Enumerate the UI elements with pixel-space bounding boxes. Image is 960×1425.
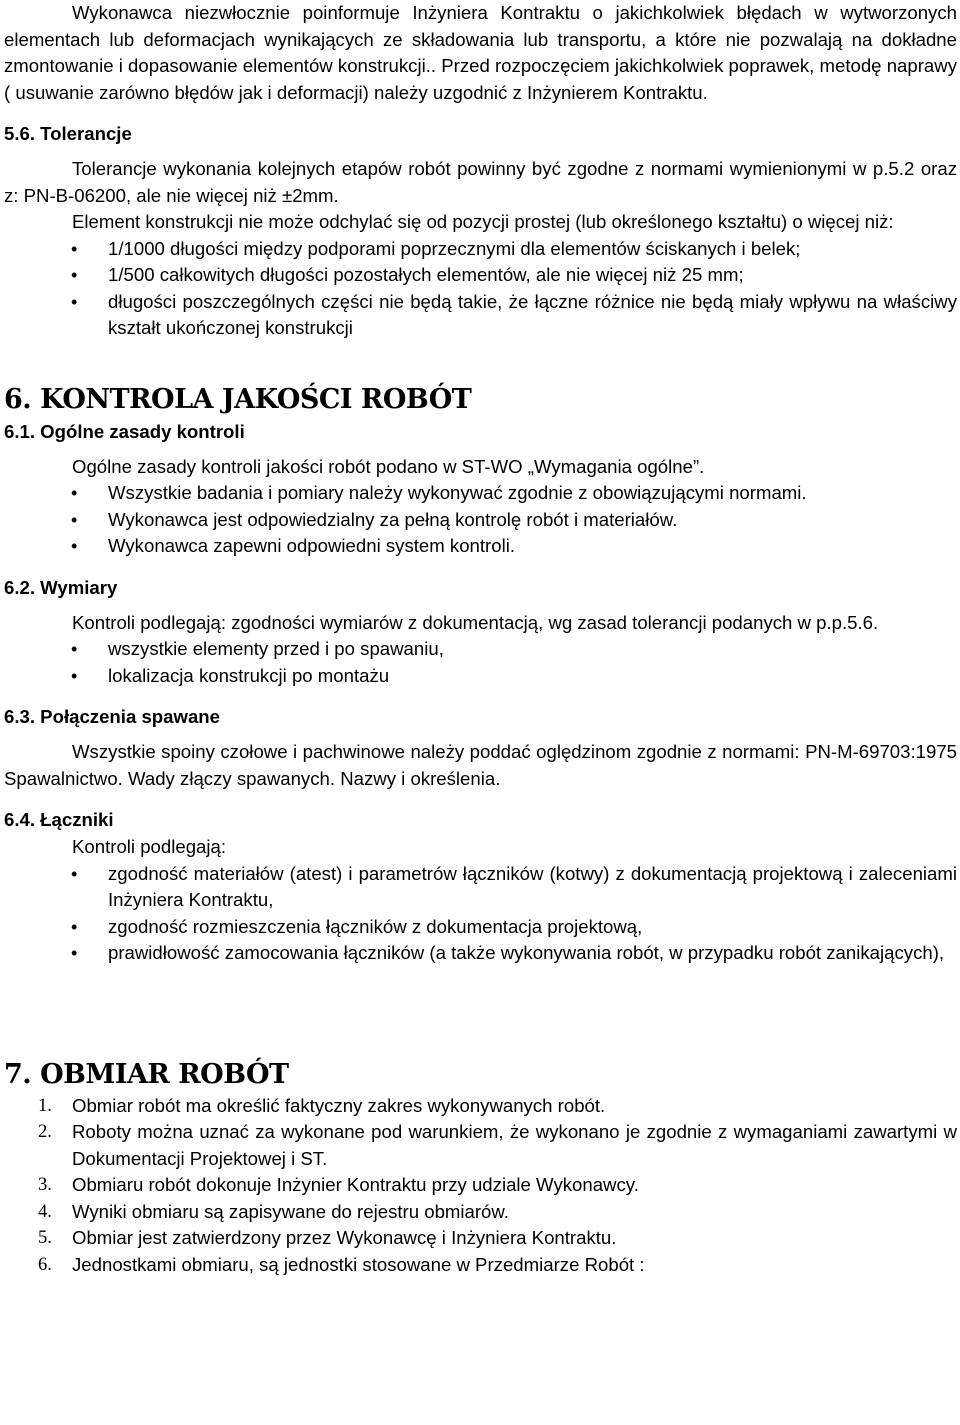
list-item: • Wykonawca jest odpowiedzialny za pełną kontrolę robót i materiałów. [4,507,957,534]
list-item: • Wykonawca zapewni odpowiedni system kontroli. [4,533,957,560]
section-6-1-bullet-list [4,480,957,560]
section-5-6-paragraph-2: Element konstrukcji nie może odchylać się od pozycji prostej (lub określonego kształtu) o więcej niż: [72,211,894,232]
section-6-2-paragraph: Kontroli podlegają: zgodności wymiarów z dokumentacją, wg zasad tolerancji podanych w p.p.5.6. [72,611,879,633]
intro-paragraph: Wykonawca niezwłocznie poinformuje Inżyniera Kontraktu o jakichkolwiek błędach w wytworzonych elementach lub deformacjach wynikających ze składowania lub transportu, a które nie pozwalają na dokładne zmontowanie i dopasowanie elementów konstrukcji.. Przed rozpoczęciem jakichkolwiek poprawek, metodę naprawy ( usuwanie zarówno błędów jak i deformacji) należy uzgodnić z Inżynierem Kontraktu. [4,2,957,103]
section-6-3-paragraph: Wszystkie spoiny czołowe i pachwinowe należy poddać oględzinom zgodnie z normami: PN-M-69703:1975 Spawalnictwo. Wady złączy spawanych. Nazwy i określenia. [4,741,957,789]
list-item: • lokalizacja konstrukcji po montażu [4,663,957,690]
section-5-6-paragraph-1: Tolerancje wykonania kolejnych etapów robót powinny być zgodne z normami wymienionymi w p.5.2 oraz z: PN-B-06200, ale nie więcej niż ±2mm. [4,158,957,206]
bullet-icon: • [71,536,78,556]
bullet-icon: • [71,238,78,259]
list-item: 4. Wyniki obmiaru są zapisywane do rejestru obmiarów. [38,1200,509,1222]
bullet-icon: • [71,265,78,285]
bullet-icon: • [71,509,78,530]
section-6-1-paragraph: Ogólne zasady kontroli jakości robót podano w ST-WO „Wymagania ogólne”. [72,455,705,477]
list-item: 5. Obmiar jest zatwierdzony przez Wykonawcę i Inżyniera Kontraktu. [38,1227,617,1248]
bullet-icon: • [71,863,78,884]
section-7-heading: 7. OBMIAR ROBÓT [4,1058,289,1090]
section-6-3-heading: 6.3. Połączenia spawane [4,706,220,727]
bullet-icon: • [71,943,78,963]
bullet-icon: • [71,916,78,937]
bullet-icon: • [71,665,78,686]
list-item: 6. Jednostkami obmiaru, są jednostki stosowane w Przedmiarze Robót : [38,1253,645,1275]
list-item: • prawidłowość zamocowania łączników (a także wykonywania robót, w przypadku robót zanikających), [4,940,957,967]
section-6-4-bullet-list [4,861,957,967]
list-item: • Wszystkie badania i pomiary należy wykonywać zgodnie z obowiązującymi normami. [4,480,957,507]
list-item: • 1/1000 długości między podporami poprzecznymi dla elementów ściskanych i belek; [4,236,957,263]
section-6-1-heading: 6.1. Ogólne zasady kontroli [4,420,245,442]
list-item: • 1/500 całkowitych długości pozostałych elementów, ale nie więcej niż 25 mm; [4,262,957,289]
section-6-heading: 6. KONTROLA JAKOŚCI ROBÓT [4,383,472,415]
list-item: 2. Roboty można uznać za wykonane pod warunkiem, że wykonano je zgodnie z wymaganiami zawartymi w Dokumentacji Projektowej i ST. [38,1121,957,1169]
bullet-icon: • [71,291,78,312]
bullet-icon: • [71,639,78,659]
section-6-4-paragraph: Kontroli podlegają: [72,836,227,857]
document-page [4,0,957,1278]
section-6-2-bullet-list [4,636,957,689]
section-7-numbered-list [4,1093,957,1279]
section-6-4-heading: 6.4. Łączniki [4,809,114,830]
list-item: • wszystkie elementy przed i po spawaniu, [4,636,957,663]
list-item: 1. Obmiar robót ma określić faktyczny zakres wykonywanych robót. [38,1094,606,1116]
bullet-icon: • [71,483,78,503]
section-5-6-bullet-list [4,236,957,342]
section-5-6-heading: 5.6. Tolerancje [4,123,132,144]
list-item: 3. Obmiaru robót dokonuje Inżynier Kontraktu przy udziale Wykonawcy. [38,1174,639,1195]
list-item: • zgodność rozmieszczenia łączników z dokumentacja projektową, [4,914,957,941]
list-item: • długości poszczególnych części nie będą takie, że łączne różnice nie będą miały wpływu na właściwy kształt ukończonej konstrukcji [71,290,957,338]
section-6-2-heading: 6.2. Wymiary [4,576,118,598]
list-item: • zgodność materiałów (atest) i parametrów łączników (kotwy) z dokumentacją projektową i zaleceniami Inżyniera Kontraktu, [71,862,957,910]
